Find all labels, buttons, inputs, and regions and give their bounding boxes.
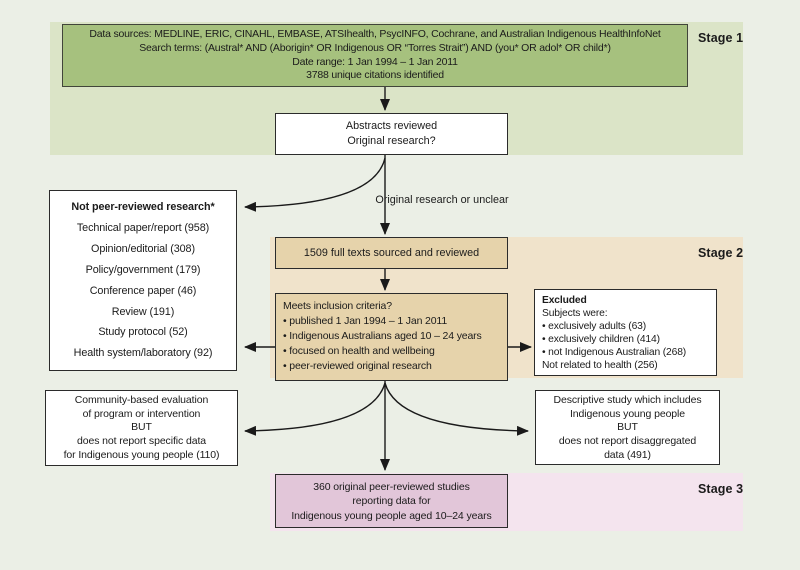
- excluded-item: • exclusively children (414): [542, 333, 660, 345]
- inclusion-title: Meets inclusion criteria?: [283, 300, 392, 312]
- final-studies-box: [275, 474, 508, 528]
- excluded-subtitle: Subjects were:: [542, 307, 608, 319]
- branch-label: Original research or unclear: [375, 194, 509, 206]
- stage2-label: Stage 2: [698, 246, 744, 260]
- not-peer-item: Opinion/editorial (308): [91, 242, 195, 255]
- community-line: does not report specific data: [76, 435, 206, 448]
- inclusion-item: • peer-reviewed original research: [283, 360, 432, 372]
- search-data-sources: Data sources: MEDLINE, ERIC, CINAHL, EMBASE, ATSIhealth, PsycINFO, Cochrane, and Australian Indigenous HealthInfoNet: [89, 28, 661, 40]
- excluded-item: • exclusively adults (63): [542, 320, 647, 332]
- inclusion-criteria-box: [275, 293, 508, 381]
- abstracts-review-box: [275, 113, 508, 155]
- arrow-inclusion-to-descriptive: [385, 383, 528, 431]
- arrow-abstracts-to-notpeer: [245, 158, 385, 207]
- final-line: 360 original peer-reviewed studies: [313, 481, 470, 493]
- community-evaluation-box: [45, 390, 238, 466]
- not-peer-item: Conference paper (46): [89, 284, 197, 297]
- final-line: Indigenous young people aged 10–24 years: [291, 509, 492, 522]
- search-terms: Search terms: (Austral* AND (Aborigin* OR Indigenous OR “Torres Strait”) AND (you* OR adol* OR child*): [139, 41, 611, 54]
- community-line: of program or intervention: [82, 407, 201, 420]
- not-peer-item: Health system/laboratory (92): [73, 347, 213, 360]
- abstracts-line: Abstracts reviewed: [345, 120, 438, 132]
- descriptive-study-box: [535, 390, 720, 465]
- stage1-label: Stage 1: [698, 31, 744, 45]
- inclusion-item: • published 1 Jan 1994 – 1 Jan 2011: [283, 315, 448, 327]
- community-line: for Indigenous young people (110): [63, 448, 220, 461]
- not-peer-item: Technical paper/report (958): [76, 222, 210, 235]
- final-line: reporting data for: [352, 495, 431, 508]
- full-texts-text: 1509 full texts sourced and reviewed: [303, 246, 480, 259]
- stage3-label: Stage 3: [698, 482, 744, 496]
- search-date-range: Date range: 1 Jan 1994 – 1 Jan 2011: [292, 55, 458, 68]
- descriptive-line: does not report disaggregated: [558, 435, 697, 448]
- descriptive-line: Descriptive study which includes: [553, 394, 702, 406]
- excluded-title: Excluded: [542, 295, 587, 306]
- not-peer-item: Policy/government (179): [85, 263, 201, 276]
- excluded-item: • not Indigenous Australian (268): [542, 346, 687, 358]
- abstracts-question: Original research?: [347, 135, 436, 147]
- not-peer-item: Review (191): [111, 305, 175, 318]
- community-line: Community-based evaluation: [74, 394, 209, 406]
- descriptive-line: Indigenous young people: [569, 407, 686, 420]
- search-strategy-box: [62, 24, 688, 87]
- arrow-inclusion-to-community: [245, 383, 385, 431]
- not-peer-item: Study protocol (52): [98, 326, 188, 339]
- excluded-footer: Not related to health (256): [542, 359, 658, 371]
- descriptive-line: data (491): [604, 448, 651, 461]
- full-texts-box: [275, 237, 508, 269]
- community-line: BUT: [131, 421, 152, 434]
- inclusion-item: • Indigenous Australians aged 10 – 24 years: [283, 330, 482, 342]
- descriptive-line: BUT: [617, 421, 638, 434]
- search-citations-count: 3788 unique citations identified: [306, 69, 444, 82]
- not-peer-reviewed-box: [49, 190, 237, 371]
- inclusion-item: • focused on health and wellbeing: [283, 345, 435, 357]
- excluded-box: [534, 289, 717, 376]
- not-peer-title: Not peer-reviewed research*: [71, 201, 215, 214]
